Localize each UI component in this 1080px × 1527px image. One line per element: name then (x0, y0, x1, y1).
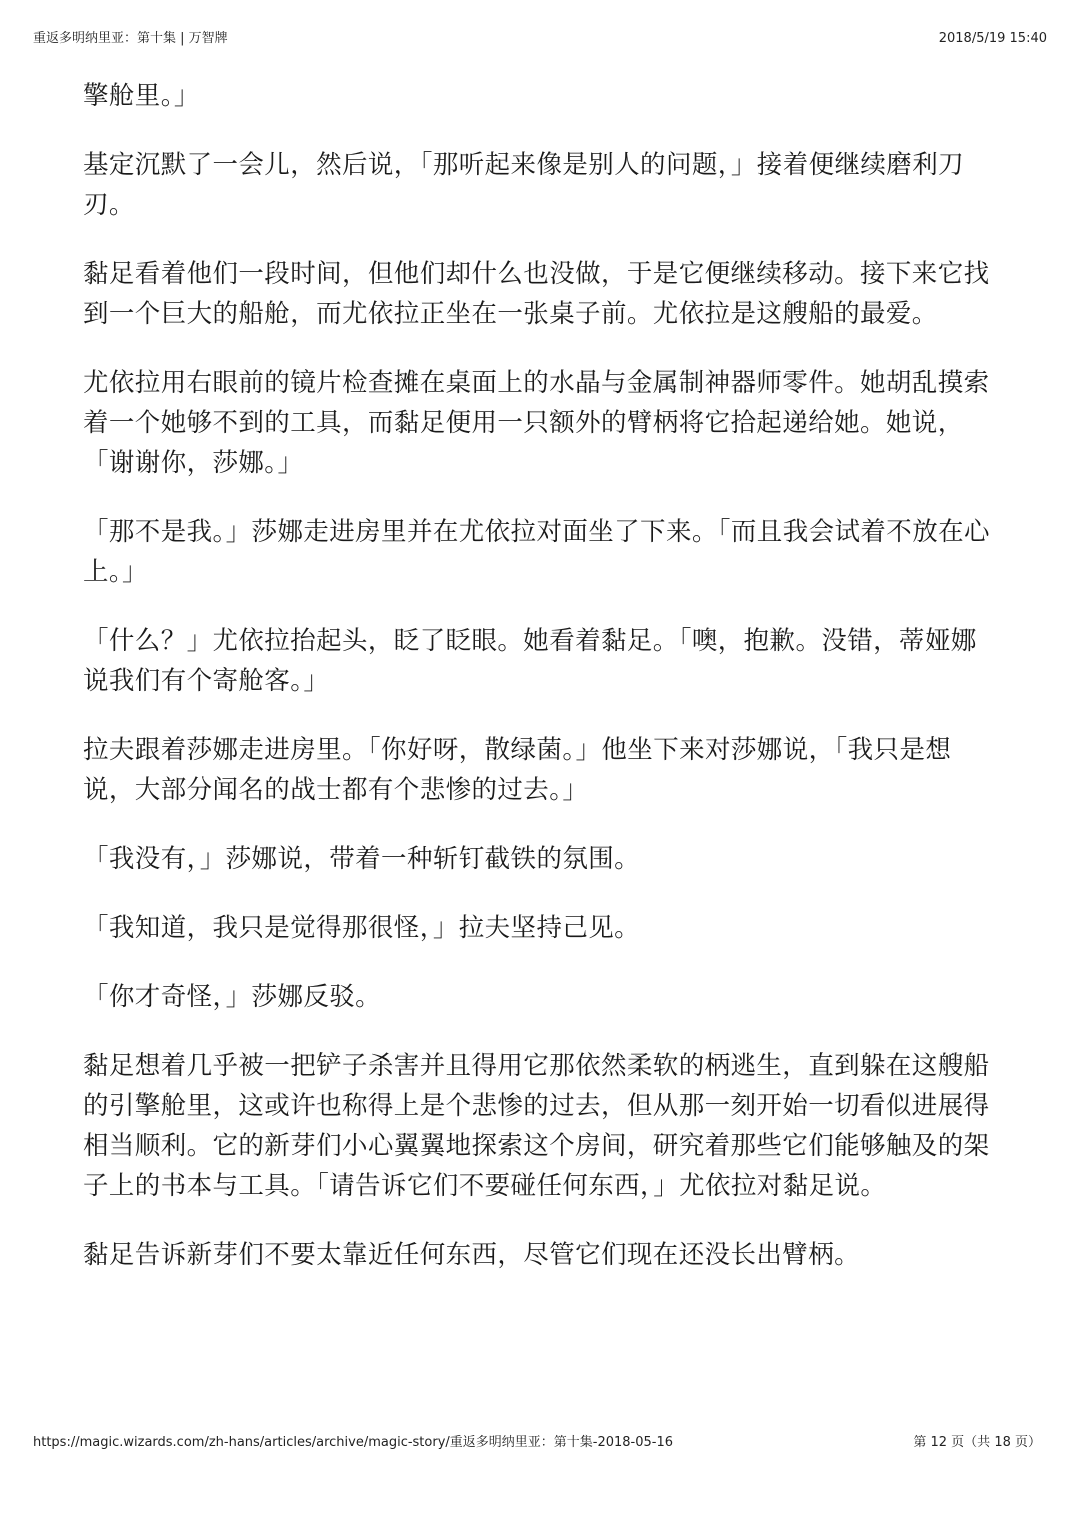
print-footer (33, 1434, 1047, 1452)
paragraph: 「什么？」尤依拉抬起头，眨了眨眼。她看着黏足。「噢，抱歉。没错，蒂娅娜说我们有个寄舱客。」 (83, 626, 977, 696)
paragraph: 「我没有，」莎娜说，带着一种斩钉截铁的氛围。 (83, 844, 641, 874)
page-number: 第 12 页（共 18 页） (913, 1435, 1041, 1450)
paragraph: 擎舱里。」 (83, 81, 200, 111)
paragraph: 黏足看着他们一段时间，但他们却什么也没做，于是它便继续移动。接下来它找到一个巨大的船舱，而尤依拉正坐在一张桌子前。尤依拉是这艘船的最爱。 (83, 259, 990, 329)
paragraph: 尤依拉用右眼前的镜片检查摊在桌面上的水晶与金属制神器师零件。她胡乱摸索着一个她够不到的工具，而黏足便用一只额外的臂柄将它拾起递给她。她说，「谢谢你，莎娜。」 (83, 368, 990, 478)
document-title: 重返多明纳里亚：第十集 | 万智牌 (33, 31, 228, 46)
print-header (33, 30, 1047, 48)
paragraph: 拉夫跟着莎娜走进房里。「你好呀，散绿菌。」他坐下来对莎娜说，「我只是想说，大部分闻名的战士都有个悲惨的过去。」 (83, 735, 952, 805)
article-body (83, 76, 998, 1304)
paragraph: 基定沉默了一会儿，然后说，「那听起来像是别人的问题，」接着便继续磨利刀刃。 (83, 150, 965, 220)
paragraph: 黏足告诉新芽们不要太靠近任何东西，尽管它们现在还没长出臂柄。 (83, 1240, 861, 1270)
paragraph: 「你才奇怪，」莎娜反驳。 (83, 982, 382, 1012)
source-url: https://magic.wizards.com/zh-hans/articles/archive/magic-story/重返多明纳里亚：第十集-2018-05-16 (33, 1435, 674, 1450)
print-timestamp: 2018/5/19 15:40 (938, 31, 1047, 46)
paragraph: 「我知道，我只是觉得那很怪，」拉夫坚持己见。 (83, 913, 641, 943)
paragraph: 「那不是我。」莎娜走进房里并在尤依拉对面坐了下来。「而且我会试着不放在心上。」 (83, 517, 990, 587)
paragraph: 黏足想着几乎被一把铲子杀害并且得用它那依然柔软的柄逃生，直到躲在这艘船的引擎舱里，这或许也称得上是个悲惨的过去，但从那一刻开始一切看似进展得相当顺利。它的新芽们小心翼翼地探索这个房间，研究着那些它们能够触及的架子上的书本与工具。「请告诉它们不要碰任何东西，」尤依拉对黏足说。 (83, 1051, 990, 1201)
